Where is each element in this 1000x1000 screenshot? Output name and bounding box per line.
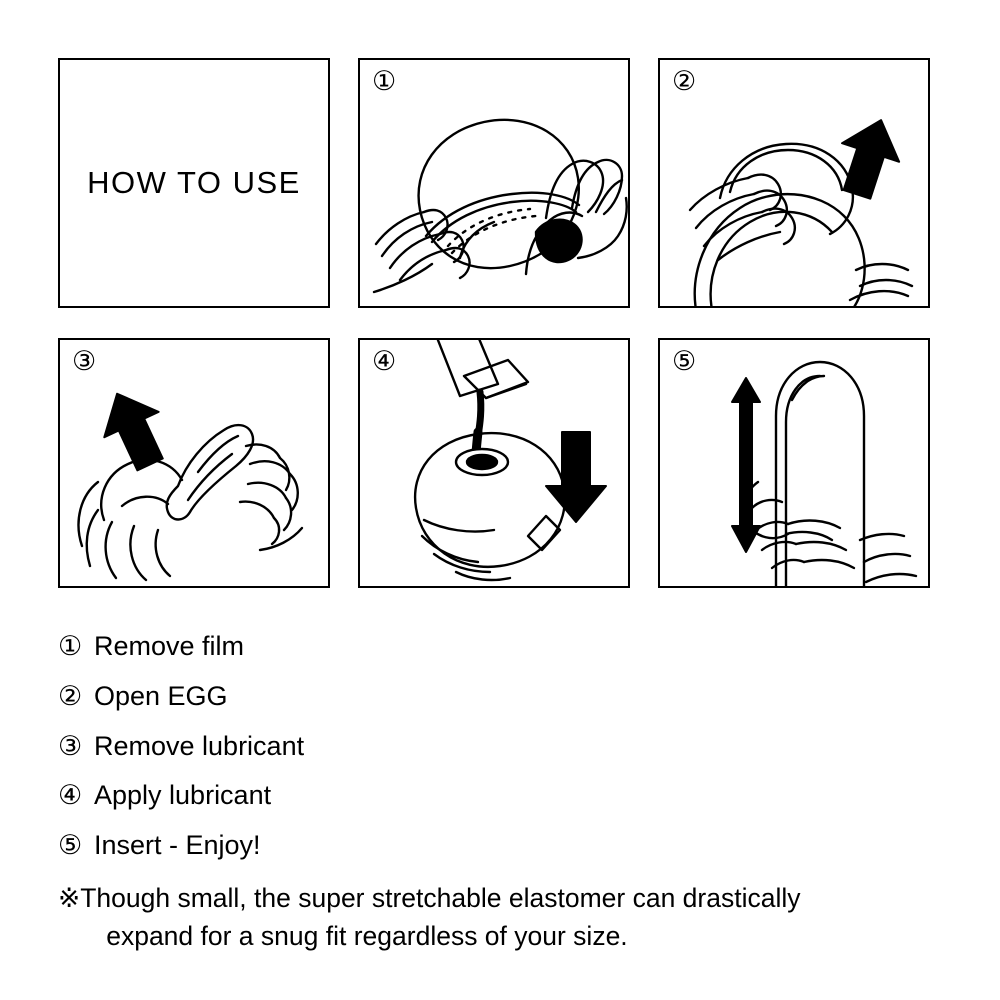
step-number-1: ① (372, 66, 397, 96)
illustration-open-egg (660, 60, 930, 308)
panel-title (58, 58, 330, 308)
caption-item-3 (58, 730, 958, 764)
step-number-4: ④ (372, 346, 397, 376)
page-title: HOW TO USE (87, 165, 301, 200)
footnote (58, 879, 958, 956)
panel-step-4 (358, 338, 630, 588)
illustration-apply-lubricant (360, 340, 630, 588)
caption-label-1: Remove film (94, 631, 245, 661)
illustration-remove-film (360, 60, 630, 308)
illustration-remove-lubricant (60, 340, 330, 588)
caption-number-2: ② (58, 680, 83, 711)
caption-list (58, 630, 958, 956)
footnote-line-2: expand for a snug fit regardless of your size. (106, 921, 628, 952)
caption-number-3: ③ (58, 730, 83, 761)
illustration-insert-enjoy (660, 340, 930, 588)
caption-item-1 (58, 630, 958, 664)
caption-item-2 (58, 680, 958, 714)
panel-step-3 (58, 338, 330, 588)
caption-item-5 (58, 829, 958, 863)
caption-item-4 (58, 779, 958, 813)
step-number-3: ③ (72, 346, 97, 376)
caption-label-4: Apply lubricant (94, 780, 272, 811)
footnote-text (80, 879, 800, 956)
step-number-2: ② (672, 66, 697, 96)
footnote-mark: ※ (58, 882, 81, 913)
caption-label-5: Insert - Enjoy! (94, 830, 261, 860)
panel-grid (58, 58, 942, 588)
panel-step-5 (658, 338, 930, 588)
panel-step-2 (658, 58, 930, 308)
caption-label-3: Remove lubricant (94, 730, 305, 761)
panel-step-1 (358, 58, 630, 308)
footnote-line-1: Though small, the super stretchable elastomer can drastically (80, 882, 801, 913)
caption-label-2: Open EGG (94, 680, 228, 711)
caption-number-1: ① (58, 631, 83, 661)
caption-number-5: ⑤ (58, 830, 83, 860)
caption-number-4: ④ (58, 780, 83, 811)
step-number-5: ⑤ (672, 346, 697, 376)
